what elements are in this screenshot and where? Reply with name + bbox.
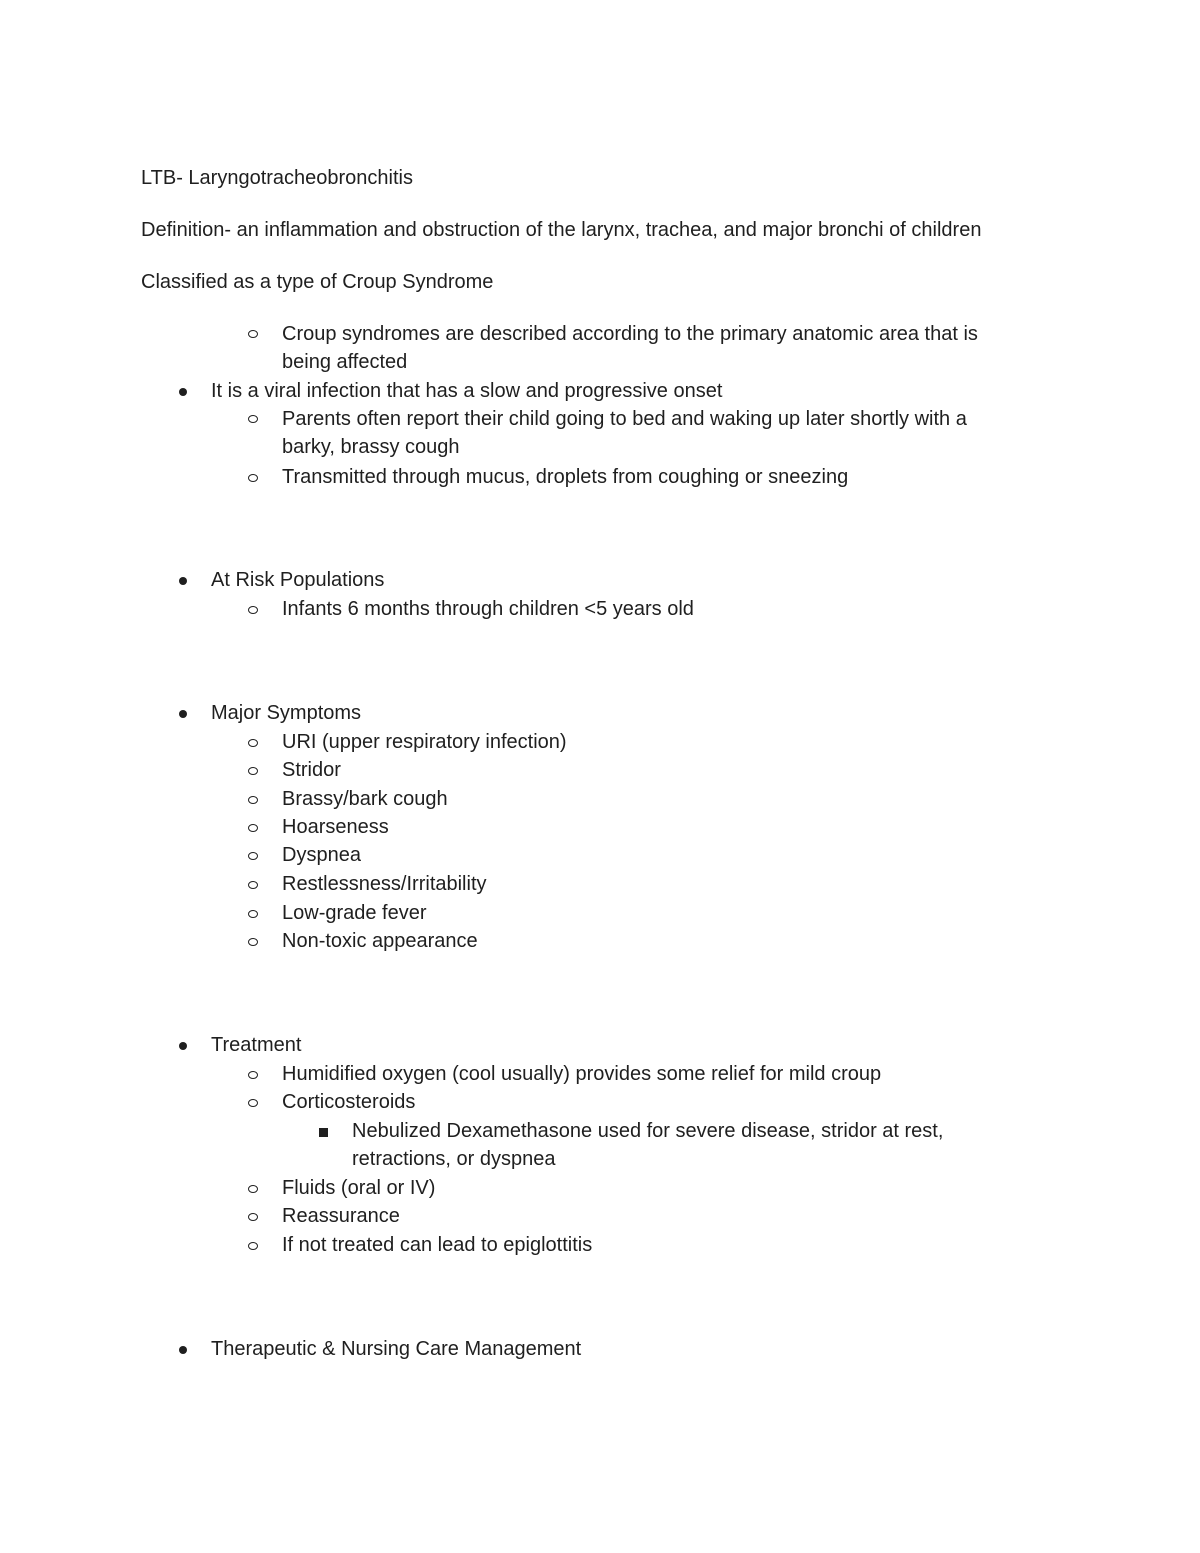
square-bullet-icon (319, 1128, 328, 1137)
hollow-bullet-icon (248, 474, 258, 482)
list-item: Infants 6 months through children <5 years old (282, 598, 694, 620)
list-item: Low-grade fever (282, 902, 427, 924)
list-item: Non-toxic appearance (282, 930, 478, 952)
list-item: Hoarseness (282, 816, 389, 838)
hollow-bullet-icon (248, 415, 258, 423)
hollow-bullet-icon (248, 881, 258, 889)
list-item: Fluids (oral or IV) (282, 1177, 436, 1199)
filled-bullet-icon (179, 388, 187, 396)
list-item: Parents often report their child going to bed and waking up later shortly with a (282, 408, 967, 430)
list-item-continuation: retractions, or dyspnea (352, 1148, 556, 1170)
list-item: Nebulized Dexamethasone used for severe disease, stridor at rest, (352, 1120, 944, 1142)
hollow-bullet-icon (248, 796, 258, 804)
hollow-bullet-icon (248, 330, 258, 338)
hollow-bullet-icon (248, 767, 258, 775)
list-item: Brassy/bark cough (282, 788, 448, 810)
list-item-continuation: barky, brassy cough (282, 436, 460, 458)
list-item-nursing: Therapeutic & Nursing Care Management (211, 1338, 582, 1360)
list-item: Reassurance (282, 1205, 400, 1227)
list-item-risk: At Risk Populations (211, 569, 385, 591)
hollow-bullet-icon (248, 852, 258, 860)
list-item-viral: It is a viral infection that has a slow and progressive onset (211, 380, 723, 402)
filled-bullet-icon (179, 577, 187, 585)
filled-bullet-icon (179, 1346, 187, 1354)
list-item: Croup syndromes are described according to the primary anatomic area that is (282, 323, 978, 345)
list-item: Stridor (282, 759, 341, 781)
filled-bullet-icon (179, 710, 187, 718)
document-title: LTB- Laryngotracheobronchitis (141, 167, 413, 189)
hollow-bullet-icon (248, 1071, 258, 1079)
hollow-bullet-icon (248, 1099, 258, 1107)
list-item: Humidified oxygen (cool usually) provides some relief for mild croup (282, 1063, 882, 1085)
definition-text: Definition- an inflammation and obstruction of the larynx, trachea, and major bronchi of children (141, 219, 982, 241)
hollow-bullet-icon (248, 1185, 258, 1193)
list-item: Dyspnea (282, 844, 361, 866)
hollow-bullet-icon (248, 938, 258, 946)
list-item-continuation: being affected (282, 351, 408, 373)
hollow-bullet-icon (248, 1242, 258, 1250)
classification-text: Classified as a type of Croup Syndrome (141, 271, 494, 293)
list-item: Restlessness/Irritability (282, 873, 487, 895)
hollow-bullet-icon (248, 1213, 258, 1221)
list-item: URI (upper respiratory infection) (282, 731, 567, 753)
filled-bullet-icon (179, 1042, 187, 1050)
list-item: If not treated can lead to epiglottitis (282, 1234, 593, 1256)
hollow-bullet-icon (248, 739, 258, 747)
list-item: Corticosteroids (282, 1091, 416, 1113)
list-item: Transmitted through mucus, droplets from coughing or sneezing (282, 466, 849, 488)
hollow-bullet-icon (248, 910, 258, 918)
hollow-bullet-icon (248, 824, 258, 832)
list-item-treatment: Treatment (211, 1034, 302, 1056)
list-item-symptoms: Major Symptoms (211, 702, 362, 724)
hollow-bullet-icon (248, 606, 258, 614)
